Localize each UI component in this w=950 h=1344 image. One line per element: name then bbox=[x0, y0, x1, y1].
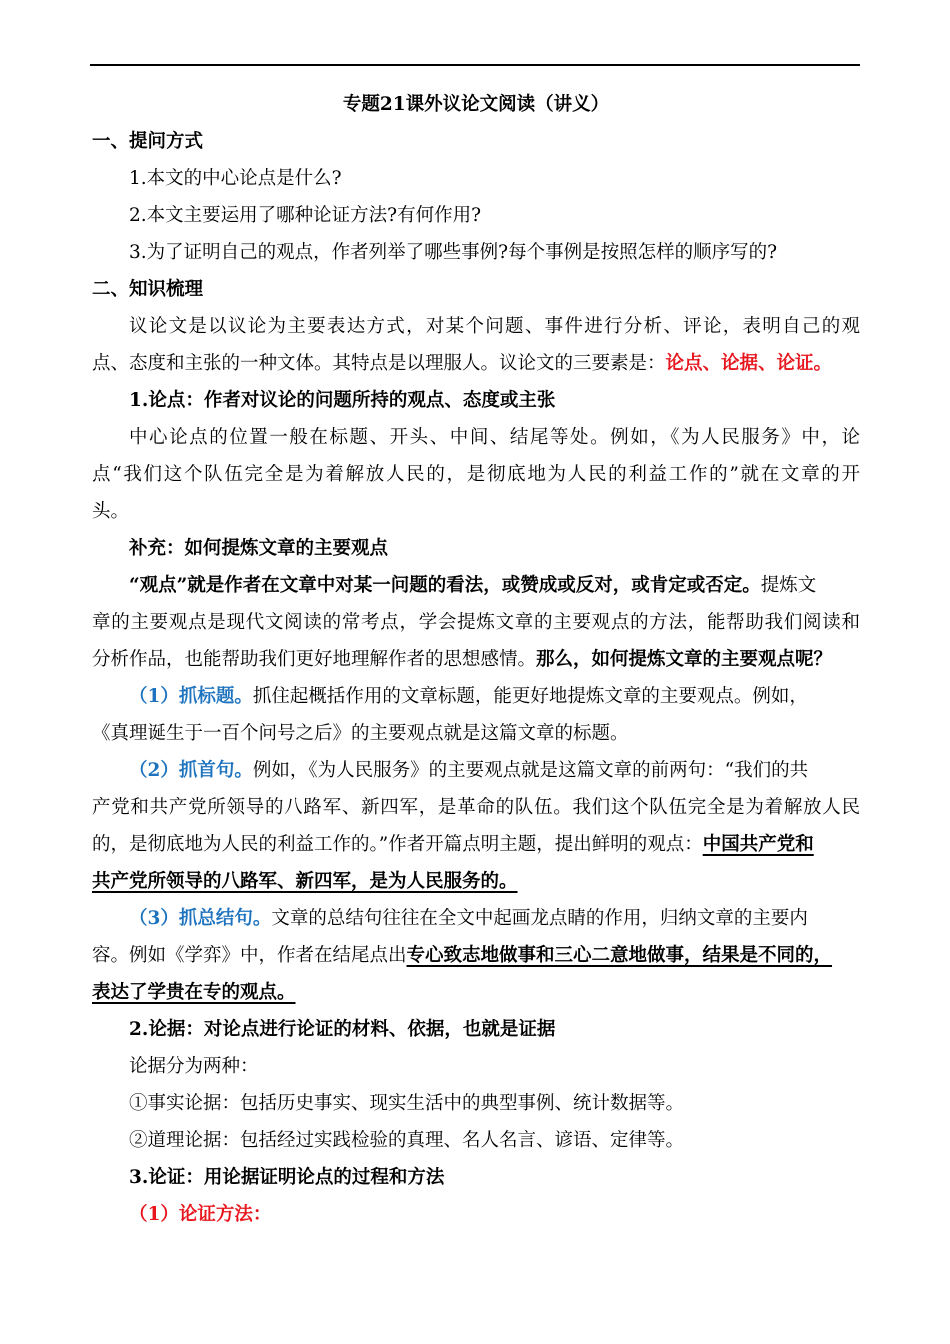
argument-heading: 1.论点：作者对议论的问题所持的观点、态度或主张 bbox=[129, 390, 556, 411]
method-2-line-4 bbox=[92, 863, 860, 900]
evidence-fact: ①事实论据：包括历史事实、现实生活中的典型事例、统计数据等。 bbox=[129, 1093, 685, 1114]
argument-line-3: 头。 bbox=[92, 501, 130, 522]
method-1-line-1 bbox=[92, 678, 860, 715]
method-2-line-3 bbox=[92, 826, 860, 863]
intro-line-2 bbox=[92, 345, 860, 382]
argument-line-2: 点“我们这个队伍完全是为着解放人民的，是彻底地为人民的利益工作的”就在文章的开 bbox=[92, 464, 860, 485]
section-heading-questions: 一、提问方式 bbox=[92, 131, 204, 152]
supplement-line-2: 章的主要观点是现代文阅读的常考点，学会提炼文章的主要观点的方法，能帮助我们阅读和 bbox=[92, 612, 860, 633]
question-2: 2.本文主要运用了哪种论证方法?有何作用? bbox=[129, 205, 481, 226]
document-title: 专题21课外议论文阅读（讲义） bbox=[342, 94, 610, 115]
method-3-label: （3）抓总结句。 bbox=[129, 908, 272, 929]
evidence-heading: 2.论据：对论点进行论证的材料、依据，也就是证据 bbox=[129, 1019, 556, 1040]
argumentation-methods-subheading: （1）论证方法： bbox=[129, 1204, 272, 1225]
supplement-line-1 bbox=[92, 567, 860, 604]
supplement-line-3 bbox=[92, 641, 860, 678]
method-1-line-2: 《真理诞生于一百个问号之后》的主要观点就是这篇文章的标题。 bbox=[92, 723, 629, 744]
method-2-line-2: 产党和共产党所领导的八路军、新四军，是革命的队伍。我们这个队伍完全是为着解放人民 bbox=[92, 797, 860, 818]
method-3-key-view-end: 表达了学贵在专的观点。 bbox=[92, 982, 296, 1003]
method-1-label: （1）抓标题。 bbox=[129, 686, 253, 707]
method-2-text-3: 的，是彻底地为人民的利益工作的。”作者开篇点明主题，提出鲜明的观点： bbox=[92, 834, 703, 855]
document-page bbox=[92, 86, 860, 1233]
method-3-line-1 bbox=[92, 900, 860, 937]
three-elements-highlight: 论点、论据、论证。 bbox=[665, 353, 833, 374]
supplement-question: 那么，如何提炼文章的主要观点呢？ bbox=[536, 649, 833, 670]
supplement-heading: 补充：如何提炼文章的主要观点 bbox=[129, 538, 389, 559]
method-2-text: 例如，《为人民服务》的主要观点就是这篇文章的前两句：“我们的共 bbox=[252, 760, 809, 781]
supplement-text-2: 分析作品，也能帮助我们更好地理解作者的思想感情。 bbox=[92, 649, 537, 670]
method-3-text-2: 容。例如《学弈》中，作者在结尾点出 bbox=[92, 945, 407, 966]
method-2-key-view-end: 共产党所领导的八路军、新四军，是为人民服务的。 bbox=[92, 871, 518, 892]
intro-text: 点、态度和主张的一种文体。其特点是以理服人。议论文的三要素是： bbox=[92, 353, 666, 374]
argument-line-1: 中心论点的位置一般在标题、开头、中间、结尾等处。例如，《为人民服务》中，论 bbox=[129, 427, 860, 448]
method-3-key-view-start: 专心致志地做事和三心二意地做事，结果是不同的， bbox=[406, 945, 833, 966]
argumentation-heading: 3.论证：用论据证明论点的过程和方法 bbox=[129, 1167, 445, 1188]
viewpoint-definition: “观点”就是作者在文章中对某一问题的看法，或赞成或反对，或肯定或否定。 bbox=[129, 575, 761, 596]
question-1: 1.本文的中心论点是什么? bbox=[129, 168, 342, 189]
header-rule bbox=[90, 64, 860, 66]
method-2-line-1 bbox=[92, 752, 860, 789]
method-2-label: （2）抓首句。 bbox=[129, 760, 253, 781]
method-3-line-2 bbox=[92, 937, 860, 974]
intro-line-1: 议论文是以议论为主要表达方式，对某个问题、事件进行分析、评论，表明自己的观 bbox=[129, 316, 860, 337]
evidence-reason: ②道理论据：包括经过实践检验的真理、名人名言、谚语、定律等。 bbox=[129, 1130, 685, 1151]
evidence-line-1: 论据分为两种： bbox=[129, 1056, 259, 1077]
method-2-key-view-start: 中国共产党和 bbox=[702, 834, 814, 855]
supplement-text: 提炼文 bbox=[760, 575, 817, 596]
method-3-text: 文章的总结句往往在全文中起画龙点睛的作用，归纳文章的主要内 bbox=[271, 908, 808, 929]
section-heading-knowledge: 二、知识梳理 bbox=[92, 279, 204, 300]
question-3: 3.为了证明自己的观点，作者列举了哪些事例?每个事例是按照怎样的顺序写的? bbox=[129, 242, 777, 263]
method-3-line-3 bbox=[92, 974, 860, 1011]
method-1-text: 抓住起概括作用的文章标题，能更好地提炼文章的主要观点。例如， bbox=[252, 686, 808, 707]
